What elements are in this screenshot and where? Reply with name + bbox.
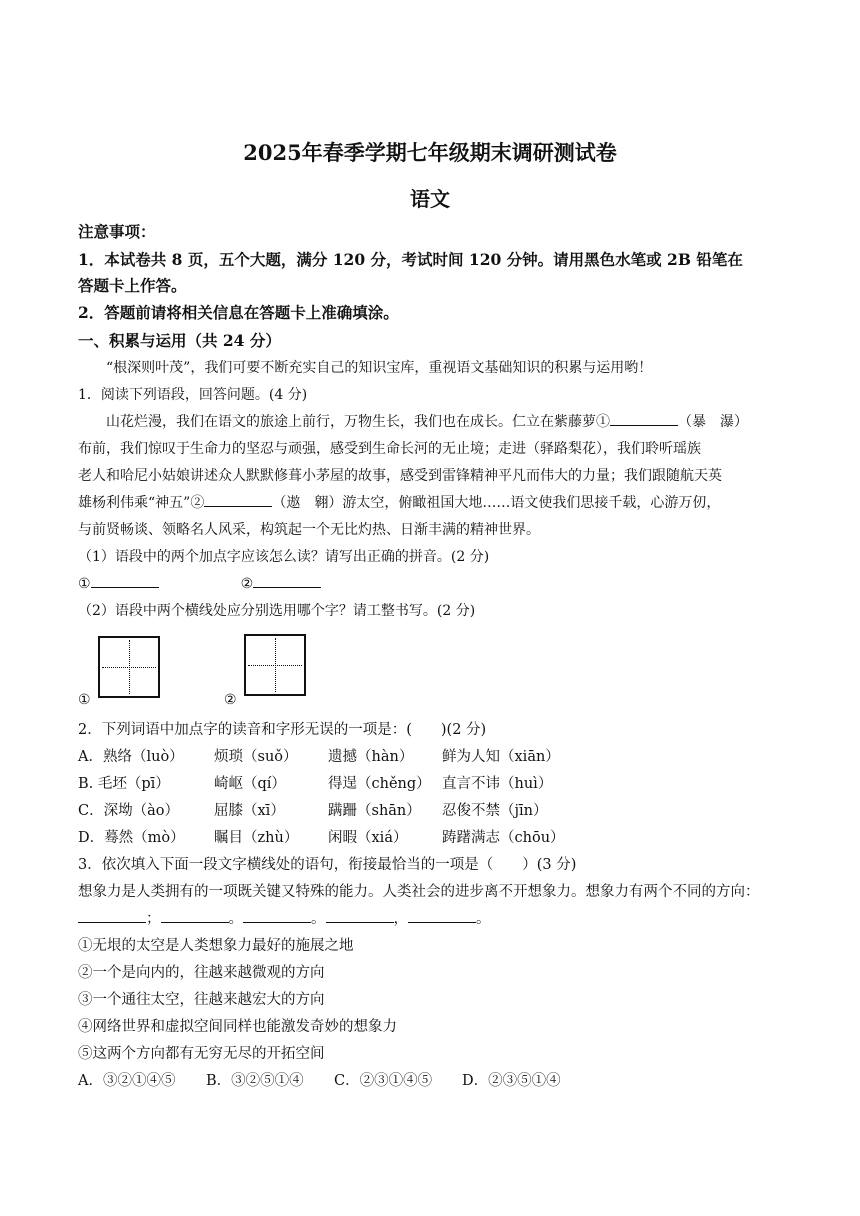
q3-option-b[interactable]: B．③②⑤①④	[206, 1073, 304, 1089]
q3-sentence-3: ③一个通往太空，往越来越宏大的方向	[78, 992, 325, 1008]
q2-option-row[interactable]: B. 毛坯（pī）	[78, 776, 170, 792]
grid-marker-2: ②	[224, 692, 237, 708]
answer-blank[interactable]	[253, 573, 321, 588]
q2-stem: 2．下列词语中加点字的读音和字形无误的一项是：( )(2 分)	[78, 722, 487, 738]
q3-stem: 3．依次填入下面一段文字横线处的语句，衔接最恰当的一项是（ ）(3 分)	[78, 857, 577, 873]
notice-item-1-cont: 答题卡上作答。	[78, 276, 187, 295]
notice-item-2: 2．答题前请将相关信息在答题卡上准确填涂。	[78, 303, 399, 322]
q2-word: 遗撼（hàn）	[328, 749, 414, 765]
q2-word: 直言不讳（huì）	[442, 776, 553, 792]
q1-stem: 1．阅读下列语段，回答问题。(4 分)	[78, 387, 308, 403]
q2-word: 踌躇满志（chōu）	[442, 830, 565, 846]
q1-sub-1-answers	[78, 573, 321, 592]
subject-title: 语文	[410, 187, 450, 211]
q2-word: 瞩目（zhù）	[214, 830, 299, 846]
q1-sub-2: （2）语段中两个横线处应分别选用哪个字？请工整书写。(2 分)	[78, 603, 476, 619]
q1-passage-line-2: 布前，我们惊叹于生命力的坚忍与顽强，感受到生命长河的无止境；走进（驿路梨花），我们聆听瑶族	[78, 441, 701, 457]
q2-word: 鲜为人知（xiān）	[442, 749, 560, 765]
answer-blank[interactable]	[610, 411, 678, 426]
q3-option-d[interactable]: D．②③⑤①④	[462, 1073, 561, 1089]
answer-blank[interactable]	[243, 908, 311, 923]
q3-sentence-4: ④网络世界和虚拟空间同样也能激发奇妙的想象力	[78, 1019, 397, 1035]
q1-choice-2: （遨 翱）游太空，俯瞰祖国大地……语文使我们思接千载，心游万仞，	[272, 495, 721, 511]
punct: 。	[228, 911, 243, 927]
answer-blank[interactable]	[161, 908, 229, 923]
section-1-intro: “根深则叶茂”，我们可要不断充实自己的知识宝库，重视语文基础知识的积累与运用哟！	[106, 360, 653, 376]
q1-sub-1: （1）语段中的两个加点字应该怎么读？请写出正确的拼音。(2 分)	[78, 549, 490, 565]
q3-option-a[interactable]: A．③②①④⑤	[78, 1073, 176, 1089]
q1-passage-text: 雄杨利伟乘“神五”②	[78, 495, 205, 511]
q1-passage-line-5: 与前贤畅谈、领略名人风采，构筑起一个无比灼热、日渐丰满的精神世界。	[78, 522, 540, 538]
q3-text: 想象力是人类拥有的一项既关键又特殊的能力。人类社会的进步离不开想象力。想象力有两个不同的方向：	[78, 884, 760, 900]
notice-heading: 注意事项：	[78, 222, 156, 241]
q3-sentence-1: ①无垠的太空是人类想象力最好的施展之地	[78, 938, 354, 954]
q2-word: 蹒跚（shān）	[328, 803, 421, 819]
punct: 。	[311, 911, 326, 927]
answer-blank[interactable]	[326, 908, 394, 923]
q3-sentence-5: ⑤这两个方向都有无穷无尽的开拓空间	[78, 1046, 325, 1062]
writing-grid-2[interactable]	[244, 634, 306, 696]
q1-passage-line-4	[78, 492, 720, 512]
answer-blank[interactable]	[78, 908, 146, 923]
q2-option-row[interactable]: C．深坳（ào）	[78, 803, 179, 819]
q3-sentence-2: ②一个是向内的，往越来越微观的方向	[78, 965, 325, 981]
q2-word: 屈膝（xī）	[214, 803, 285, 819]
answer-blank[interactable]	[204, 492, 272, 507]
writing-grid-1[interactable]	[98, 636, 160, 698]
notice-item-1: 1．本试卷共 8 页，五个大题，满分 120 分，考试时间 120 分钟。请用黑色水笔或 2B 铅笔在	[78, 250, 743, 269]
q2-option-row[interactable]: D．蓦然（mò）	[78, 830, 185, 846]
q2-word: 烦琐（suǒ）	[214, 749, 298, 765]
q1-passage-line-1	[106, 411, 748, 431]
q2-word: 得逞（chěng）	[328, 776, 431, 792]
section-1-heading: 一、积累与运用（共 24 分）	[78, 331, 281, 350]
answer-marker-2: ②	[240, 576, 254, 592]
q1-choice-1: （暴 瀑）	[678, 414, 748, 430]
q1-passage-line-3: 老人和哈尼小姑娘讲述众人默默修葺小茅屋的故事，感受到雷锋精神平凡而伟大的力量；我们跟随航天英	[78, 468, 722, 484]
q2-word: 闲暇（xiá）	[328, 830, 408, 846]
q3-options	[78, 1069, 561, 1090]
q2-option-row[interactable]: A．熟络（luò）	[78, 749, 184, 765]
exam-title: 2025年春季学期七年级期末调研测试卷	[243, 140, 617, 165]
q2-word: 忍俊不禁（jīn）	[442, 803, 548, 819]
q3-option-c[interactable]: C．②③①④⑤	[334, 1073, 433, 1089]
punct: ，	[393, 911, 408, 927]
grid-marker-1: ①	[78, 692, 91, 708]
answer-marker-1: ①	[78, 576, 91, 592]
q1-passage-text: 山花烂漫，我们在语文的旅途上前行，万物生长，我们也在成长。仁立在紫藤萝①	[106, 414, 610, 430]
punct: ；	[146, 911, 161, 927]
answer-blank[interactable]	[408, 908, 476, 923]
answer-blank[interactable]	[91, 573, 159, 588]
punct: 。	[476, 911, 491, 927]
q2-word: 崎岖（qí）	[214, 776, 286, 792]
q3-blanks	[78, 907, 491, 928]
